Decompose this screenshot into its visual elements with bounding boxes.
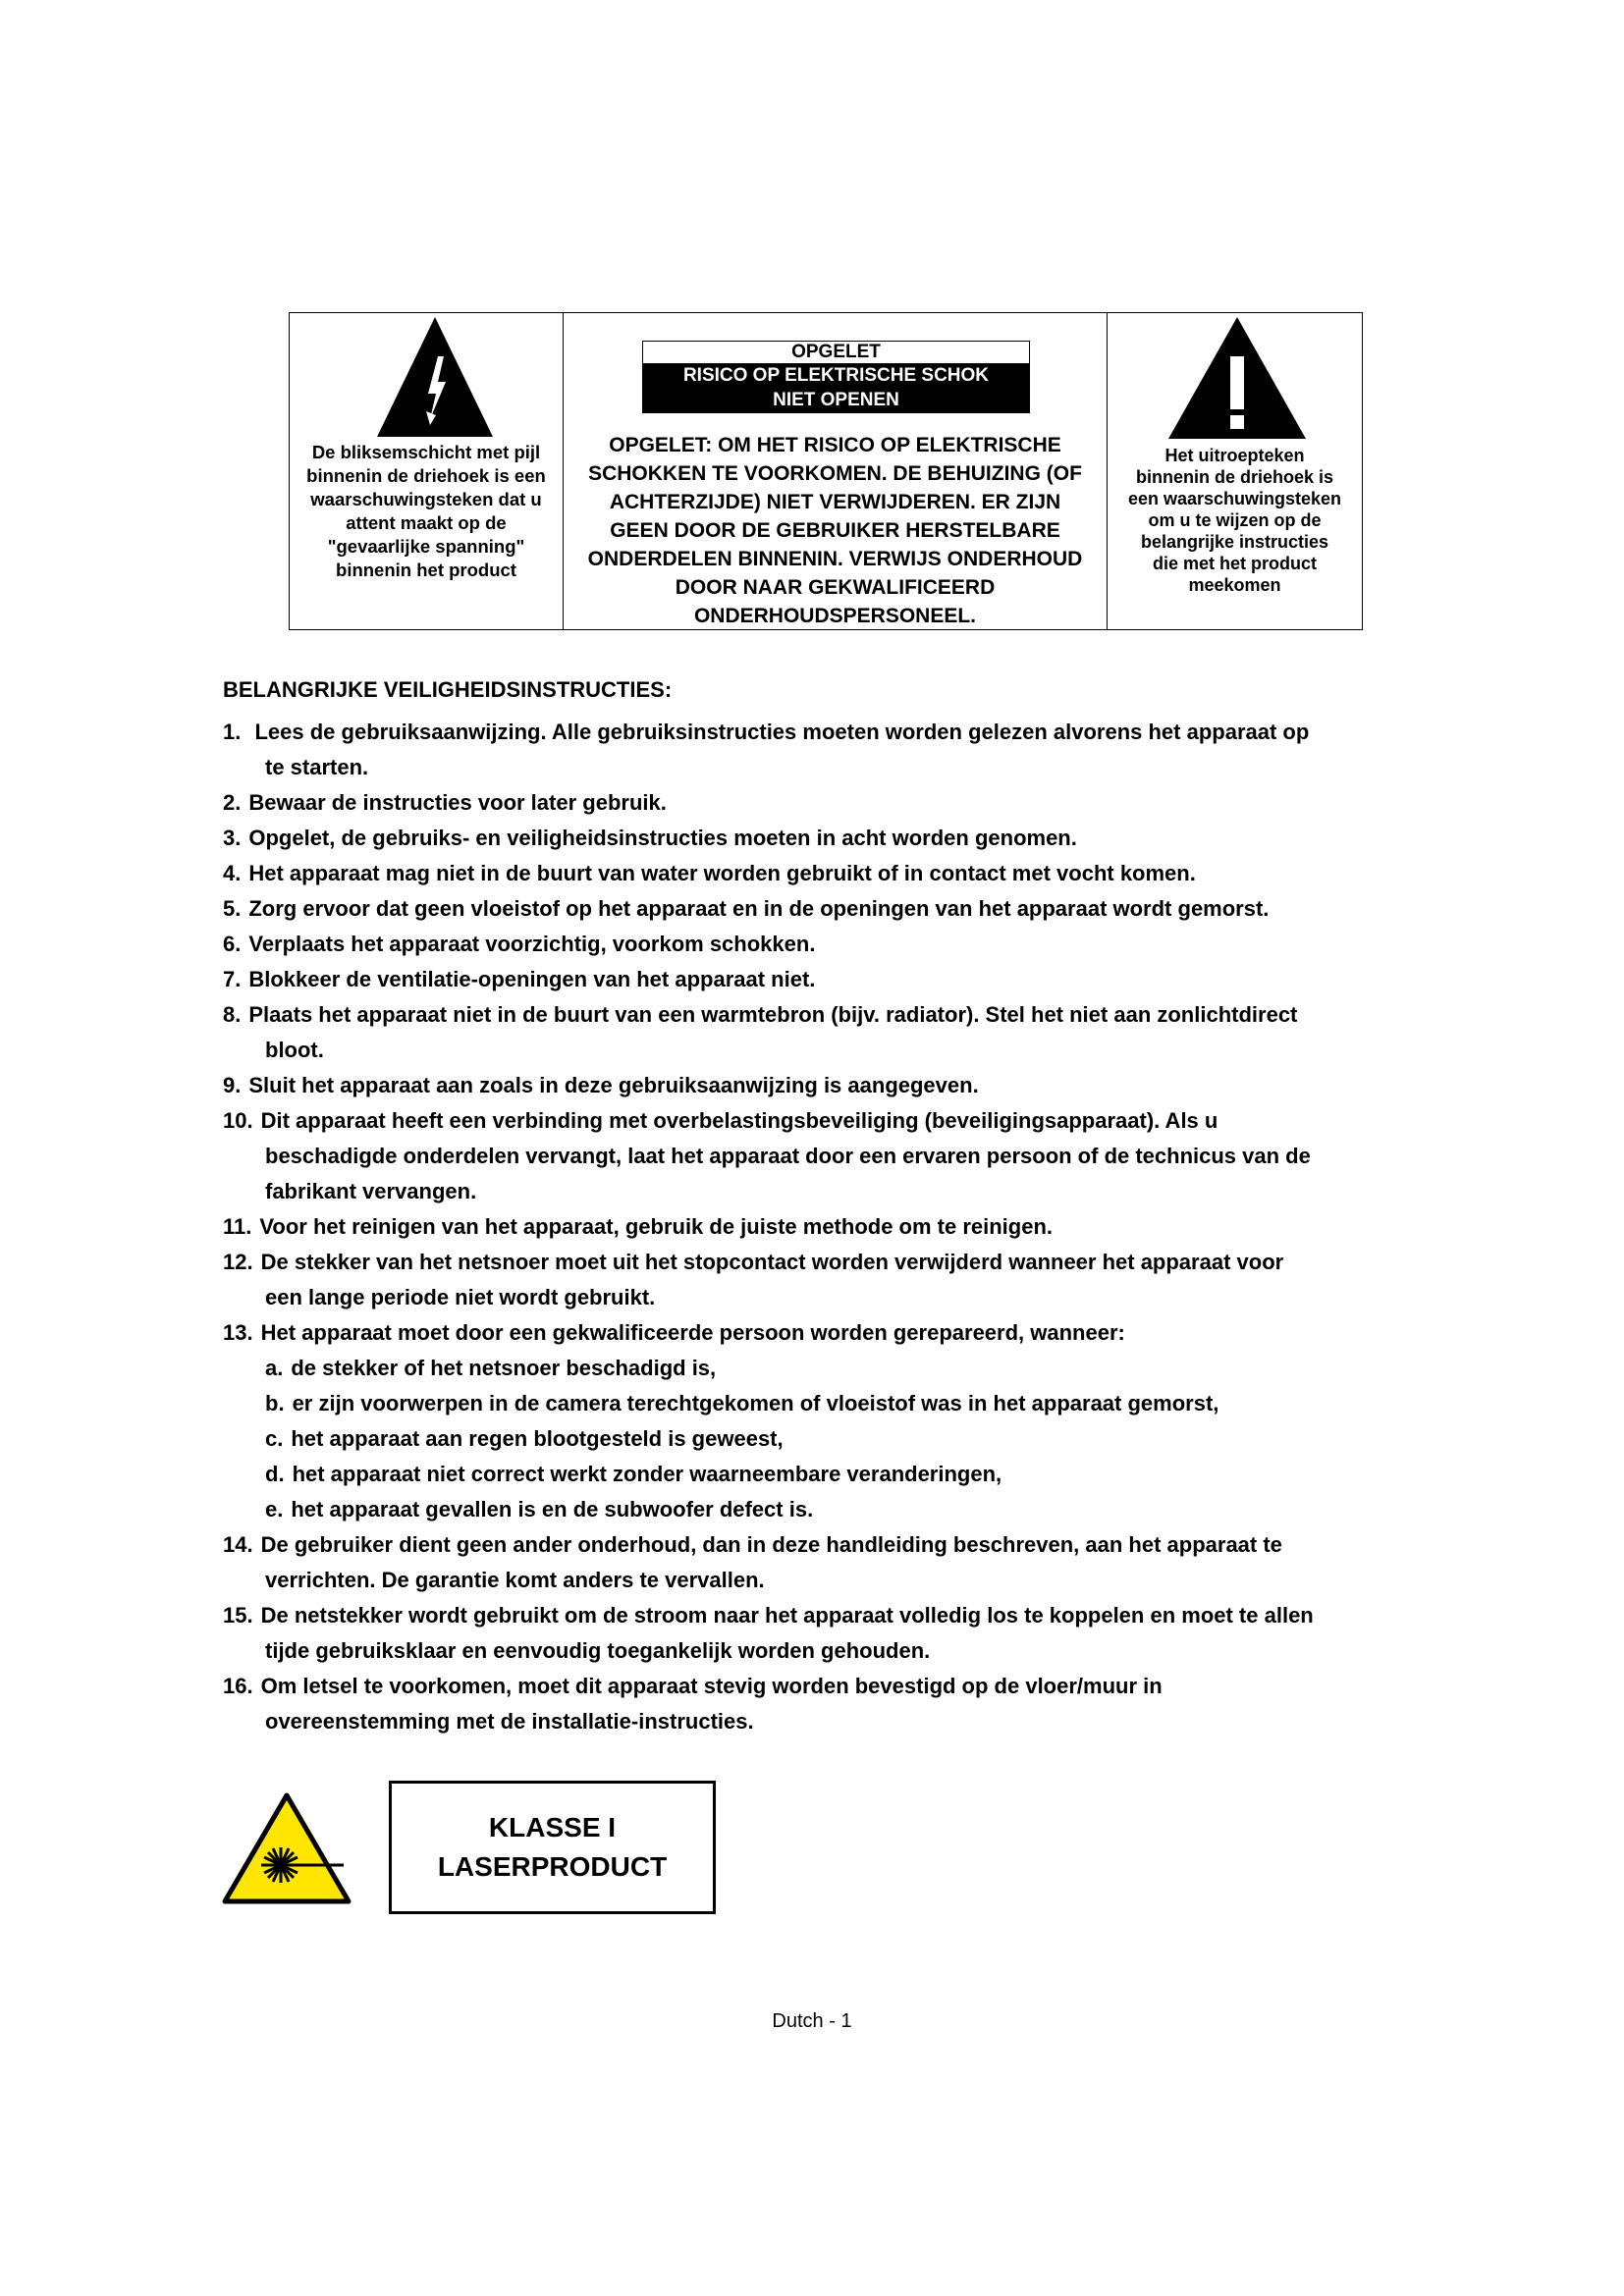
warning-right-cell [1107, 313, 1362, 629]
text-line: GEEN DOOR DE GEBRUIKER HERSTELBARE [610, 519, 1060, 542]
laser-class-label [389, 1781, 716, 1914]
sub-item-letter: d. [265, 1462, 285, 1486]
item-text: Voor het reinigen van het apparaat, gebruik de juiste methode om te reinigen. [259, 1214, 1054, 1239]
list-item [223, 891, 1431, 927]
page-number: Dutch - 1 [772, 2010, 852, 2032]
caution-description [571, 431, 1099, 630]
list-item [223, 927, 1431, 962]
item-number: 15. [223, 1603, 253, 1628]
item-number: 5. [223, 896, 242, 921]
list-item [223, 1068, 1431, 1103]
caution-bar-line: NIET OPENEN [773, 390, 899, 410]
sub-item-text: het apparaat niet correct werkt zonder waarneembare veranderingen, [292, 1462, 1002, 1486]
section-title: BELANGRIJKE VEILIGHEIDSINSTRUCTIES: [223, 677, 673, 702]
item-number: 3. [223, 826, 242, 850]
list-item [223, 715, 1431, 785]
item-number: 14. [223, 1532, 253, 1557]
item-number: 11. [223, 1214, 252, 1239]
text-line: ONDERDELEN BINNENIN. VERWIJS ONDERHOUD [587, 548, 1083, 570]
sub-item-letter: e. [265, 1497, 284, 1522]
item-text: tijde gebruiksklaar en eenvoudig toegankelijk worden gehouden. [265, 1638, 931, 1663]
text-line: OPGELET: OM HET RISICO OP ELEKTRISCHE [609, 434, 1061, 456]
sub-list-item [223, 1421, 1431, 1457]
item-text: Lees de gebruiksaanwijzing. Alle gebruiksinstructies moeten worden gelezen alvorens het apparaat op [254, 720, 1310, 744]
list-item [223, 1669, 1431, 1739]
sub-item-text: het apparaat gevallen is en de subwoofer defect is. [291, 1497, 814, 1522]
list-item [223, 997, 1431, 1068]
list-item [223, 962, 1431, 997]
item-text: een lange periode niet wordt gebruikt. [265, 1285, 656, 1309]
item-text: Opgelet, de gebruiks- en veiligheidsinstructies moeten in acht worden genomen. [248, 826, 1077, 850]
text-line: ONDERHOUDSPERSONEEL. [693, 605, 977, 627]
item-number: 2. [223, 790, 242, 815]
item-number: 16. [223, 1674, 253, 1698]
text-line: attent maakt op de [346, 512, 507, 533]
text-line: SCHOKKEN TE VOORKOMEN. DE BEHUIZING (OF [588, 462, 1082, 485]
list-item [223, 1527, 1431, 1598]
text-line: een waarschuwingsteken [1127, 489, 1342, 508]
item-number: 7. [223, 967, 242, 991]
text-line: binnenin de driehoek is [1135, 467, 1334, 487]
sub-item-text: het apparaat aan regen blootgesteld is geweest, [291, 1426, 784, 1451]
sub-item-letter: c. [265, 1426, 284, 1451]
sub-list-item [223, 1386, 1431, 1421]
item-number: 1. [223, 720, 242, 744]
item-text: De gebruiker dient geen ander onderhoud, dan in deze handleiding beschreven, aan het apparaat te [260, 1532, 1282, 1557]
warning-left-cell [290, 313, 563, 629]
item-text: verrichten. De garantie komt anders te vervallen. [265, 1568, 765, 1592]
item-number: 13. [223, 1320, 253, 1345]
item-number: 12. [223, 1250, 253, 1274]
item-text: bloot. [265, 1038, 324, 1062]
list-item [223, 1315, 1431, 1527]
item-text: Plaats het apparaat niet in de buurt van een warmtebron (bijv. radiator). Stel het niet aan zonlichtdirect [248, 1002, 1298, 1027]
lightning-description [294, 441, 559, 582]
item-text: De netstekker wordt gebruikt om de stroom naar het apparaat volledig los te koppelen en moet te allen [260, 1603, 1314, 1628]
caution-label [642, 341, 1030, 413]
item-text: overeenstemming met de installatie-instructies. [265, 1709, 754, 1734]
item-number: 10. [223, 1108, 253, 1133]
list-item [223, 1209, 1431, 1245]
item-text: Blokkeer de ventilatie-openingen van het apparaat niet. [248, 967, 816, 991]
list-item [223, 856, 1431, 891]
caution-bar [643, 363, 1029, 412]
item-text: fabrikant vervangen. [265, 1179, 477, 1203]
warning-center-cell [563, 313, 1107, 629]
caution-heading: OPGELET [791, 342, 881, 362]
laser-product-line: LASERPRODUCT [437, 1851, 668, 1882]
item-text: Sluit het apparaat aan zoals in deze gebruiksaanwijzing is aangegeven. [248, 1073, 979, 1097]
sub-item-text: de stekker of het netsnoer beschadigd is, [291, 1356, 717, 1380]
text-line: die met het product [1152, 554, 1317, 573]
item-text: Het apparaat moet door een gekwalificeerde persoon worden gerepareerd, wanneer: [260, 1320, 1125, 1345]
item-number: 9. [223, 1073, 242, 1097]
laser-class-line: KLASSE I [488, 1812, 617, 1842]
lightning-bolt-triangle-icon [377, 317, 493, 437]
item-text: De stekker van het netsnoer moet uit het stopcontact worden verwijderd wanneer het apparaat voor [260, 1250, 1284, 1274]
text-line: binnenin de driehoek is een [306, 465, 546, 486]
item-text: Verplaats het apparaat voorzichtig, voorkom schokken. [248, 932, 816, 956]
item-number: 6. [223, 932, 242, 956]
text-line: om u te wijzen op de [1148, 510, 1322, 530]
sub-list-item [223, 1457, 1431, 1492]
text-line: "gevaarlijke spanning" [327, 536, 525, 557]
warning-panel [289, 312, 1363, 630]
list-item [223, 1103, 1431, 1209]
exclamation-triangle-icon [1168, 317, 1306, 439]
text-line: ACHTERZIJDE) NIET VERWIJDEREN. ER ZIJN [609, 491, 1061, 513]
list-item [223, 1598, 1431, 1669]
caution-bar-line: RISICO OP ELEKTRISCHE SCHOK [682, 365, 990, 386]
item-text: Bewaar de instructies voor later gebruik. [248, 790, 667, 815]
item-text: beschadigde onderdelen vervangt, laat het apparaat door een ervaren persoon of de technicus van de [265, 1144, 1311, 1168]
item-text: Het apparaat mag niet in de buurt van water worden gebruikt of in contact met vocht komen. [248, 861, 1196, 885]
text-line: belangrijke instructies [1140, 532, 1329, 552]
item-text: Om letsel te voorkomen, moet dit apparaat stevig worden bevestigd op de vloer/muur in [260, 1674, 1163, 1698]
laser-warning-icon [222, 1792, 352, 1904]
text-line: waarschuwingsteken dat u [310, 489, 542, 509]
sub-item-letter: b. [265, 1391, 285, 1415]
text-line: Het uitroepteken [1164, 446, 1305, 465]
sub-list-item [223, 1351, 1431, 1386]
item-text: te starten. [265, 755, 369, 779]
item-text: Dit apparaat heeft een verbinding met overbelastingsbeveiliging (beveiligingsapparaat). Als u [260, 1108, 1218, 1133]
sub-item-letter: a. [265, 1356, 284, 1380]
exclamation-description [1111, 445, 1358, 596]
sub-list-item [223, 1492, 1431, 1527]
list-item [223, 785, 1431, 821]
text-line: De bliksemschicht met pijl [311, 442, 541, 462]
item-number: 8. [223, 1002, 242, 1027]
text-line: DOOR NAAR GEKWALIFICEERD [675, 576, 996, 599]
list-item [223, 1245, 1431, 1315]
item-number: 4. [223, 861, 242, 885]
sub-item-text: er zijn voorwerpen in de camera terechtgekomen of vloeistof was in het apparaat gemorst, [292, 1391, 1219, 1415]
text-line: meekomen [1188, 575, 1281, 595]
text-line: binnenin het product [336, 560, 516, 580]
item-text: Zorg ervoor dat geen vloeistof op het apparaat en in de openingen van het apparaat wordt gemorst. [248, 896, 1270, 921]
instructions-list [223, 715, 1431, 1739]
list-item [223, 821, 1431, 856]
